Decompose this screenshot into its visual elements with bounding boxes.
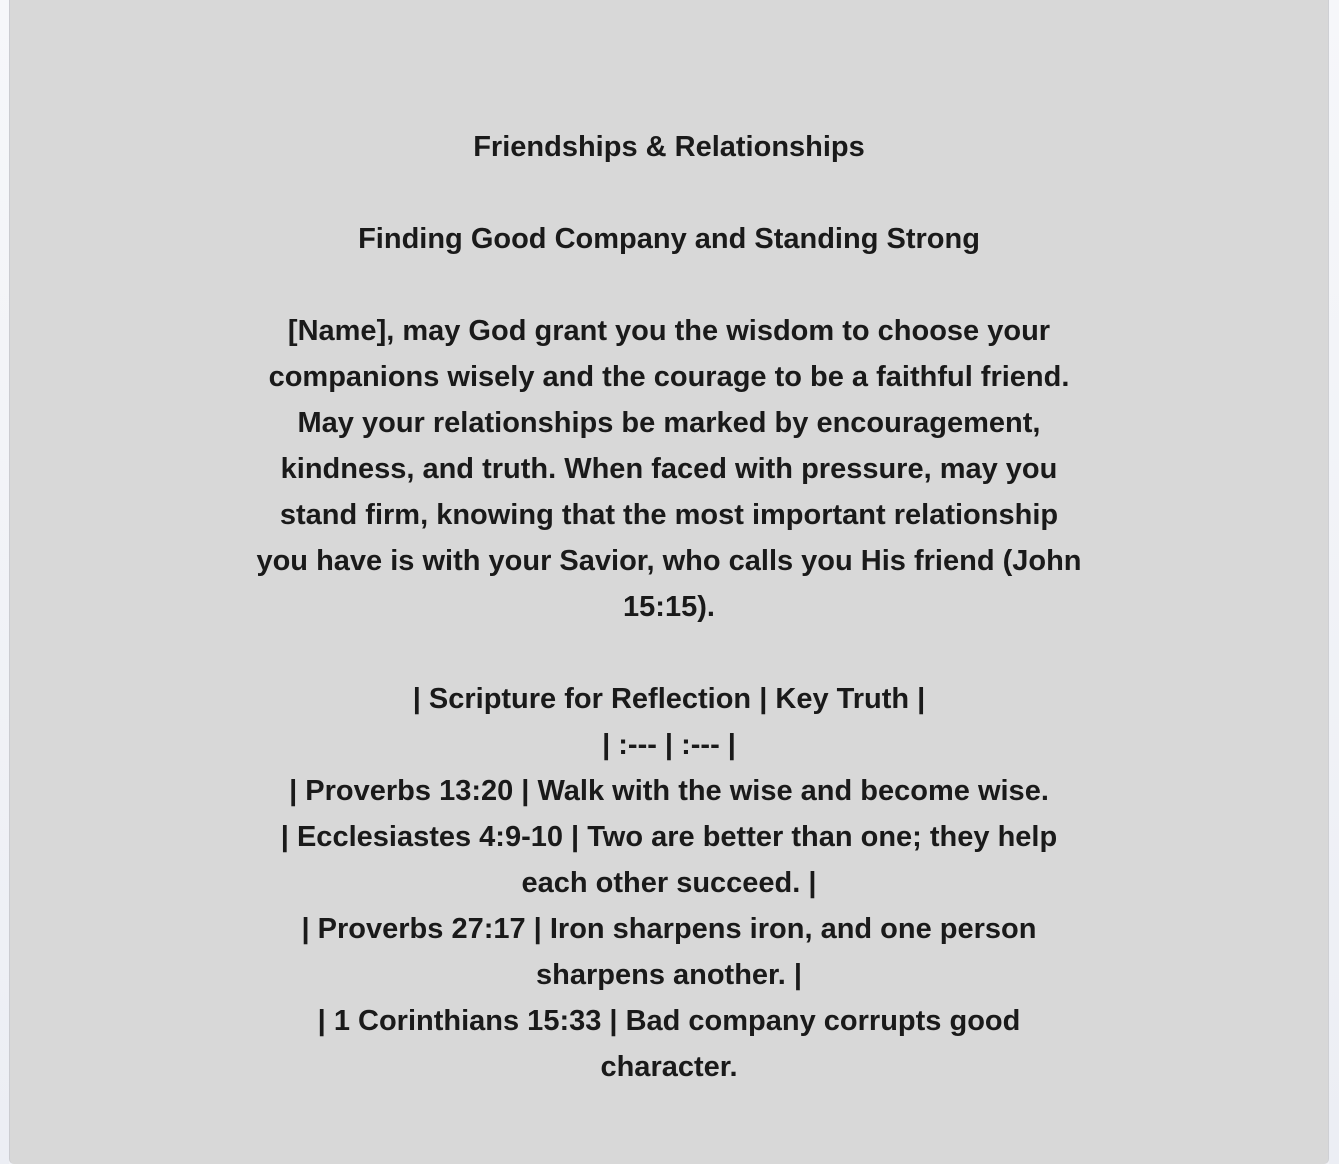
table-line: | :--- | :--- |: [602, 729, 736, 761]
blessing-line: stand firm, knowing that the most important relationship: [279, 499, 1059, 531]
blessing-line: 15:15).: [623, 591, 715, 623]
table-line: | 1 Corinthians 15:33 | Bad company corrupts good: [317, 1005, 1021, 1037]
page-title: Friendships & Relationships: [473, 131, 865, 163]
blank-line: [164, 630, 1174, 676]
table-line: each other succeed. |: [521, 867, 817, 899]
left-page-edge: [0, 0, 9, 1164]
blank-line: [164, 262, 1174, 308]
table-line: | Ecclesiastes 4:9-10 | Two are better than one; they help: [280, 821, 1058, 853]
table-line: | Scripture for Reflection | Key Truth |: [412, 683, 926, 715]
blessing-line: companions wisely and the courage to be a faithful friend.: [268, 361, 1070, 393]
table-line: character.: [600, 1051, 738, 1083]
page-subtitle: Finding Good Company and Standing Strong: [358, 223, 980, 255]
blessing-line: May your relationships be marked by encouragement,: [297, 407, 1041, 439]
table-line: | Proverbs 13:20 | Walk with the wise and become wise.: [289, 775, 1049, 807]
document-content: [164, 0, 1174, 1090]
document-page: [9, 0, 1329, 1164]
blank-line: [164, 170, 1174, 216]
table-line: | Proverbs 27:17 | Iron sharpens iron, and one person: [301, 913, 1037, 945]
blessing-line: kindness, and truth. When faced with pressure, may you: [280, 453, 1058, 485]
right-page-edge: [1329, 0, 1339, 1164]
blessing-line: you have is with your Savior, who calls you His friend (John: [256, 545, 1082, 577]
table-line: sharpens another. |: [536, 959, 802, 991]
blessing-line: [Name], may God grant you the wisdom to choose your: [287, 315, 1051, 347]
